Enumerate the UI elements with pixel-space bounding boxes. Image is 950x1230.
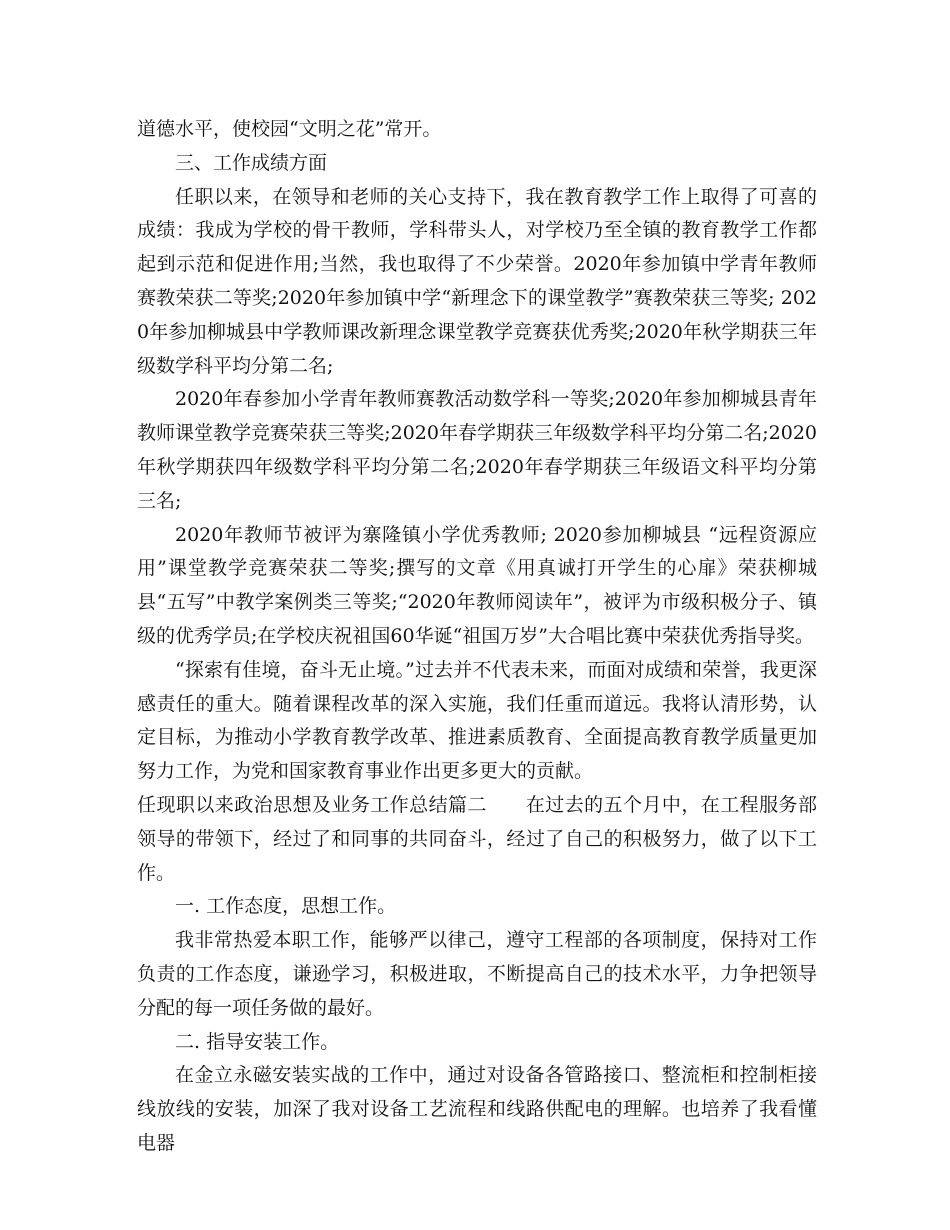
paragraph: “探索有佳境，奋斗无止境。”过去并不代表未来，而面对成绩和荣誉，我更深感责任的重大。随着课程改革的深入实施，我们任重而道远。我将认清形势，认定目标，为推动小学教育教学改革、推进素质教育、全面提高教育教学质量更加努力工作，为党和国家教育事业作出更多更大的贡献。 [137,658,817,783]
paragraph: 我非常热爱本职工作，能够严以律己，遵守工程部的各项制度，保持对工作负责的工作态度，谦逊学习，积极进取，不断提高自己的技术水平，力争把领导分配的每一项任务做的最好。 [137,929,817,1019]
article-title-paragraph: 任现职以来政治思想及业务工作总结篇二 在过去的五个月中，在工程服务部领导的带领下，经过了和同事的共同奋斗，经过了自己的积极努力，做了以下工作。 [137,793,817,884]
document-body [137,113,817,1161]
paragraph: 2020年春参加小学青年教师赛教活动数学科一等奖;2020年参加柳城县青年教师课堂教学竞赛荣获三等奖;2020年春学期获三年级数学科平均分第二名;2020年秋学期获四年级数学科平均分第二名;2020年春学期获三年级语文科平均分第三名; [137,388,817,512]
paragraph: 道德水平，使校园“文明之花”常开。 [137,118,442,140]
paragraph: 2020年教师节被评为寨隆镇小学优秀教师; 2020参加柳城县 “远程资源应用”课堂教学竞赛荣获二等奖;撰写的文章《用真诚打开学生的心扉》荣获柳城县“五写”中教学案例类三等奖;“2020年教师阅读年”，被评为市级积极分子、镇级的优秀学员;在学校庆祝祖国60华诞“祖国万岁”大合唱比赛中荣获优秀指导奖。 [137,523,817,647]
paragraph: 在金立永磁安装实战的工作中，通过对设备各管路接口、整流柜和控制柜接线放线的安装，加深了我对设备工艺流程和线路供配电的理解。也培养了我看懂电器 [137,1064,817,1154]
section-heading: 一. 工作态度，思想工作。 [175,895,397,918]
section-heading: 二. 指导安装工作。 [175,1030,340,1053]
paragraph: 任职以来，在领导和老师的关心支持下，我在教育教学工作上取得了可喜的成绩：我成为学校的骨干教师，学科带头人，对学校乃至全镇的教育教学工作都起到示范和促进作用;当然，我也取得了不少荣誉。2020年参加镇中学青年教师赛教荣获二等奖;2020年参加镇中学“新理念下的课堂教学”赛教荣获三等奖; 2020年参加柳城县中学教师课改新理念课堂教学竞赛获优秀奖;2020年秋学期获三年级数学科平均分第二名; [137,185,817,377]
section-heading: 三、工作成绩方面 [175,151,328,174]
